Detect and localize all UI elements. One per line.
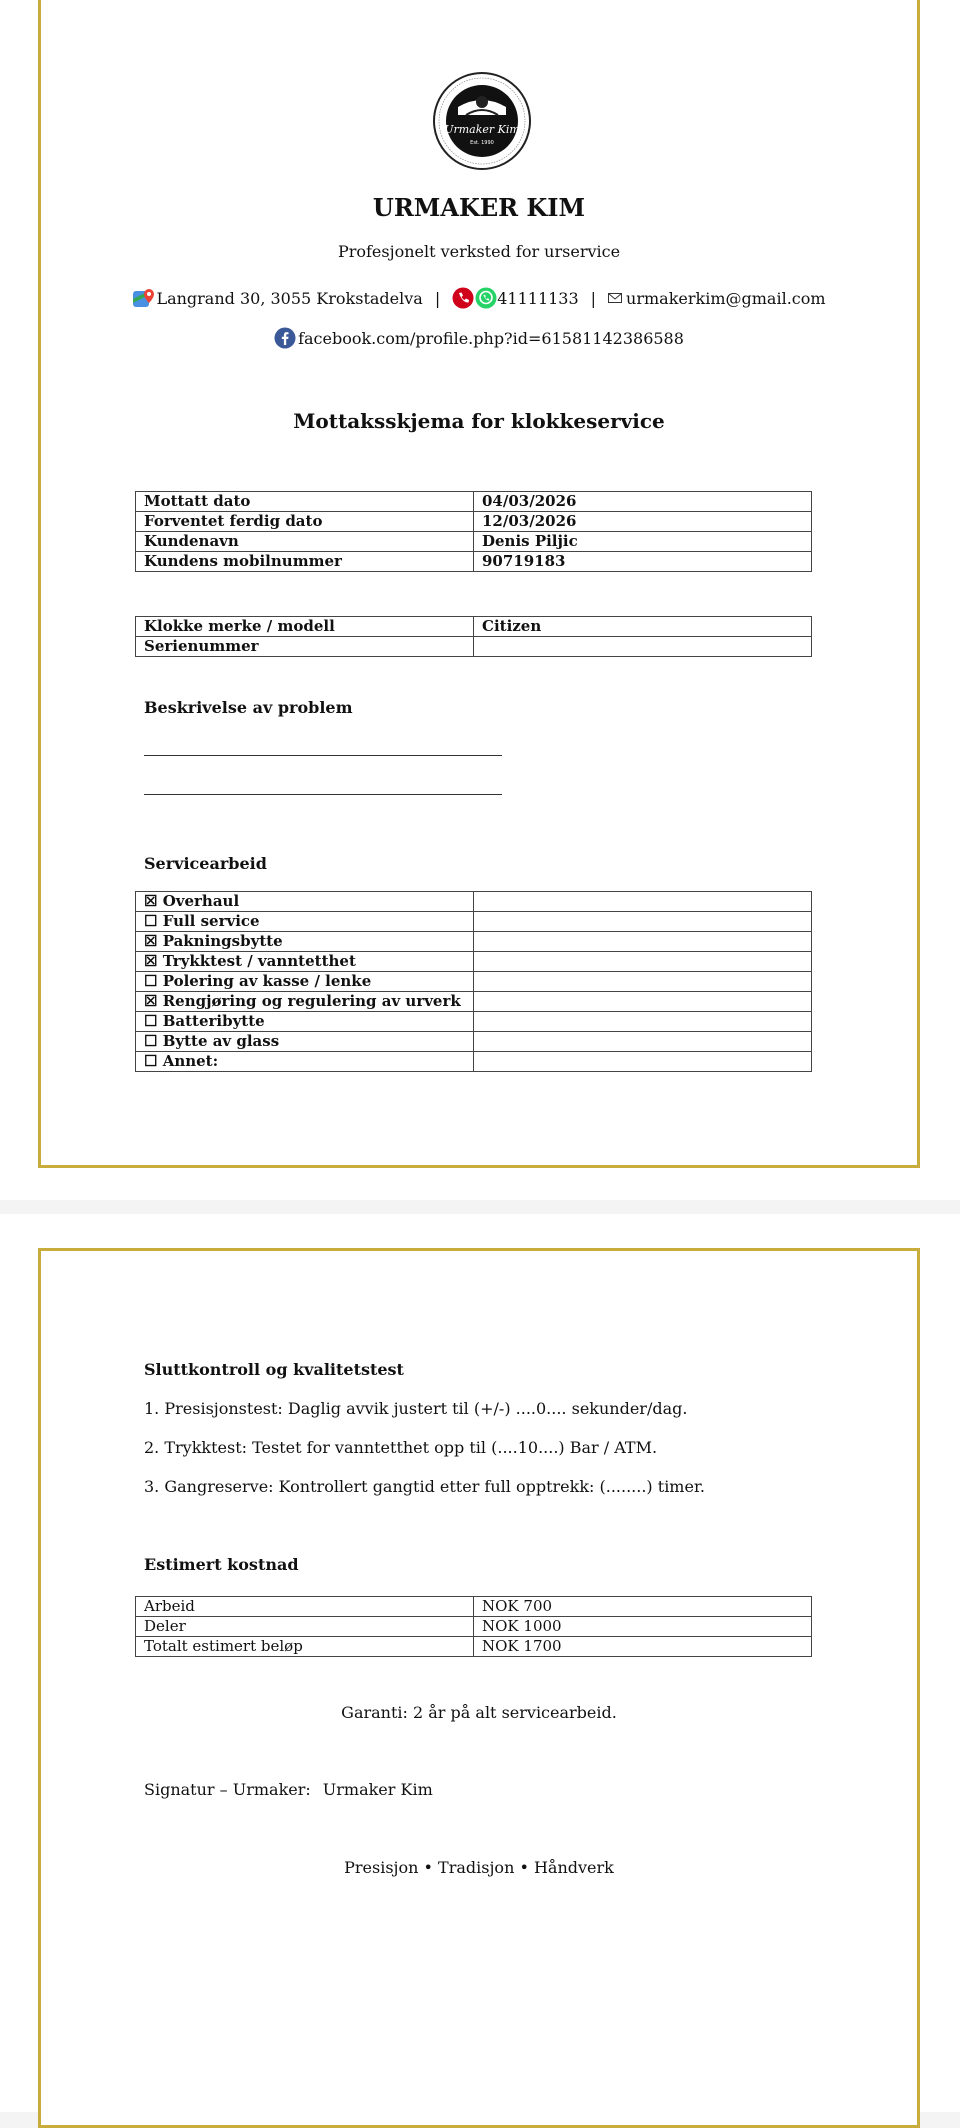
- page-title: URMAKER KIM: [372, 193, 586, 222]
- table-row: Serienummer: [136, 637, 812, 657]
- facebook-url: facebook.com/profile.php?id=61581142386588: [298, 328, 684, 348]
- signature-label: Signatur – Urmaker:: [144, 1780, 311, 1799]
- service-row: ☒ Rengjøring og regulering av urverk: [136, 992, 812, 1012]
- whatsapp-icon: [475, 287, 497, 309]
- form-title: Mottaksskjema for klokkeservice: [293, 409, 665, 433]
- service-row: ☒ Overhaul: [136, 892, 812, 912]
- table-row: Forventet ferdig dato 12/03/2026: [136, 512, 812, 532]
- checkbox[interactable]: ☐: [144, 912, 158, 930]
- checkbox[interactable]: ☒: [144, 952, 158, 970]
- document-page-2: [38, 1248, 920, 2128]
- cost-heading: Estimert kostnad: [144, 1555, 299, 1574]
- service-row: ☒ Pakningsbytte: [136, 932, 812, 952]
- motto: Presisjon • Tradisjon • Håndverk: [344, 1858, 614, 1877]
- phone-number: 41111133: [497, 288, 579, 308]
- quality-heading: Sluttkontroll og kvalitetstest: [144, 1360, 404, 1379]
- problem-heading: Beskrivelse av problem: [144, 698, 353, 717]
- svg-text:Est. 1990: Est. 1990: [470, 140, 494, 146]
- service-row: ☐ Annet:: [136, 1052, 812, 1072]
- signature-name: Urmaker Kim: [322, 1780, 433, 1799]
- checkbox[interactable]: ☒: [144, 992, 158, 1010]
- separator: |: [590, 288, 597, 308]
- envelope-icon: [608, 293, 622, 303]
- quality-line: 1. Presisjonstest: Daglig avvik justert til (+/-) ....0.... sekunder/dag.: [144, 1399, 688, 1418]
- service-table: [135, 891, 812, 1072]
- checkbox[interactable]: ☐: [144, 1012, 158, 1030]
- table-row: Arbeid NOK 700: [136, 1597, 812, 1617]
- table-row: Mottatt dato 04/03/2026: [136, 492, 812, 512]
- guarantee-text: Garanti: 2 år på alt servicearbeid.: [341, 1703, 617, 1722]
- table-row: Kundens mobilnummer 90719183: [136, 552, 812, 572]
- receipt-table: [135, 491, 812, 572]
- table-row: Totalt estimert beløp NOK 1700: [136, 1637, 812, 1657]
- checkbox[interactable]: ☐: [144, 972, 158, 990]
- contact-line: [41, 286, 917, 310]
- subtitle: Profesjonelt verksted for urservice: [337, 242, 621, 261]
- document-page-1: [38, 0, 920, 1168]
- cost-table: [135, 1596, 812, 1657]
- quality-line: 2. Trykktest: Testet for vanntetthet opp til (....10....) Bar / ATM.: [144, 1438, 658, 1457]
- facebook-icon: [274, 327, 296, 349]
- maps-pin-icon: [132, 286, 156, 310]
- watch-table: [135, 616, 812, 657]
- table-row: Deler NOK 1000: [136, 1617, 812, 1637]
- signature-line: [144, 1780, 433, 1799]
- table-row: Klokke merke / modell Citizen: [136, 617, 812, 637]
- quality-line: 3. Gangreserve: Kontrollert gangtid etter full opptrekk: (........) timer.: [144, 1477, 705, 1496]
- problem-line: [144, 794, 502, 795]
- service-row: ☐ Batteribytte: [136, 1012, 812, 1032]
- problem-line: [144, 755, 502, 756]
- service-row: ☒ Trykktest / vanntetthet: [136, 952, 812, 972]
- address: Langrand 30, 3055 Krokstadelva: [156, 288, 423, 308]
- checkbox[interactable]: ☒: [144, 932, 158, 950]
- service-row: ☐ Full service: [136, 912, 812, 932]
- service-row: ☐ Polering av kasse / lenke: [136, 972, 812, 992]
- svg-text:Urmaker Kim: Urmaker Kim: [444, 123, 520, 136]
- service-row: ☐ Bytte av glass: [136, 1032, 812, 1052]
- service-heading: Servicearbeid: [144, 854, 267, 873]
- facebook-line: [41, 327, 917, 349]
- table-row: Kundenavn Denis Piljic: [136, 532, 812, 552]
- checkbox[interactable]: ☒: [144, 892, 158, 910]
- email: urmakerkim@gmail.com: [626, 288, 826, 308]
- phone-icon: [452, 287, 474, 309]
- checkbox[interactable]: ☐: [144, 1052, 158, 1070]
- checkbox[interactable]: ☐: [144, 1032, 158, 1050]
- urmaker-kim-logo: [432, 71, 532, 171]
- separator: |: [434, 288, 441, 308]
